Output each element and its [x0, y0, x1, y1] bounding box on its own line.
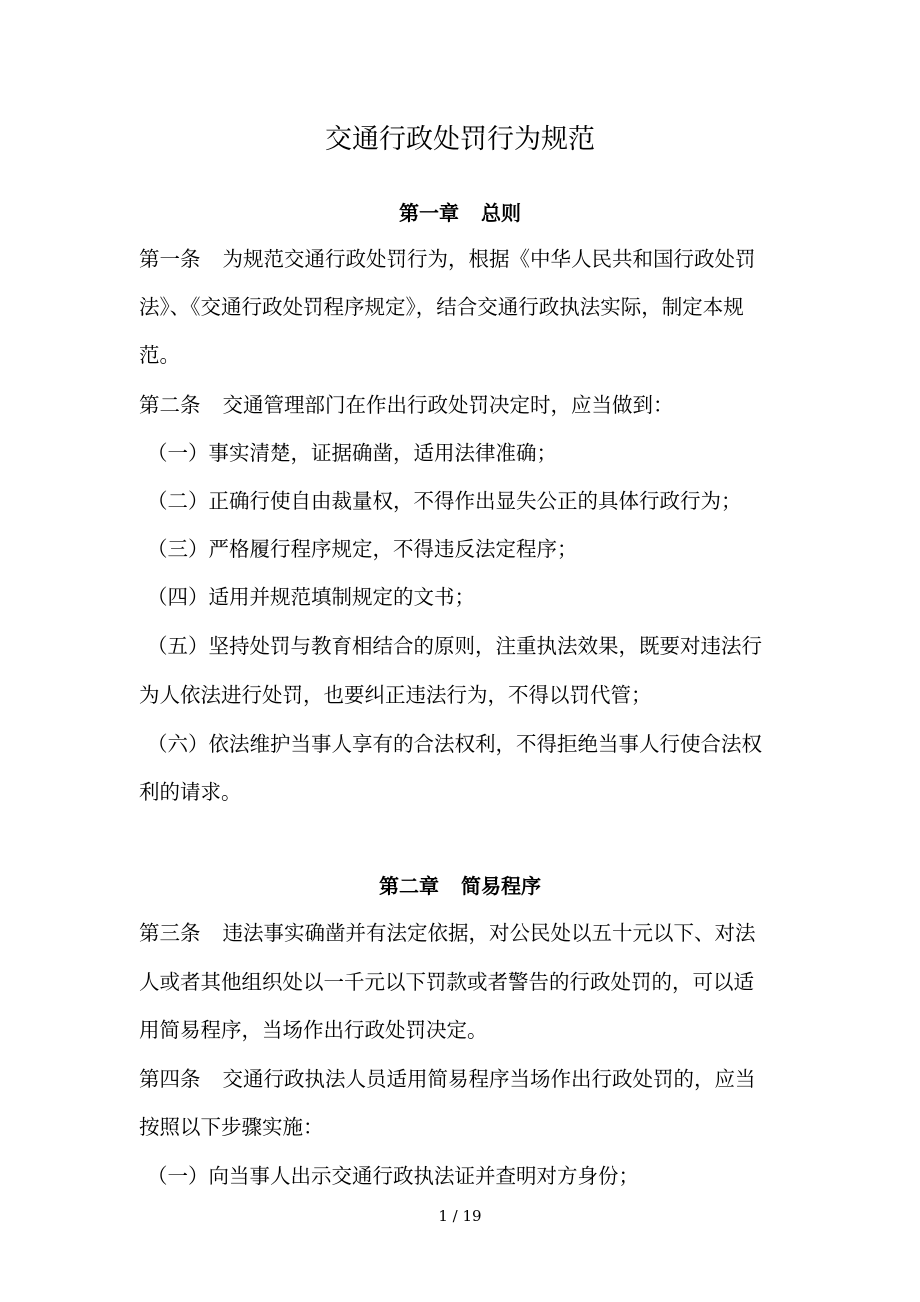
list-item: （三）严格履行程序规定，不得违反法定程序；	[147, 537, 578, 561]
article-text: 违法事实确凿并有法定依据，对公民处以五十元以下、对法	[222, 921, 756, 945]
list-item: （一）事实清楚，证据确凿，适用法律准确；	[147, 441, 557, 465]
article-line	[139, 244, 756, 274]
article-label: 第一条	[139, 247, 201, 271]
page-indicator: 1 / 19	[438, 1207, 482, 1225]
chapter-number: 第一章	[399, 201, 459, 225]
article-label: 第二条	[139, 393, 201, 417]
list-item-continuation: 利的请求。	[139, 780, 242, 804]
chapter-name: 简易程序	[461, 874, 541, 898]
article-label: 第三条	[139, 921, 201, 945]
article-line: 范。	[139, 343, 180, 367]
chapter-heading-2	[0, 871, 920, 901]
list-item: （二）正确行使自由裁量权，不得作出显失公正的具体行政行为；	[147, 489, 742, 513]
article-line	[139, 390, 674, 420]
article-text: 为规范交通行政处罚行为，根据《中华人民共和国行政处罚	[222, 247, 756, 271]
document-title: 交通行政处罚行为规范	[325, 124, 595, 155]
chapter-name: 总则	[481, 201, 521, 225]
article-label: 第四条	[139, 1067, 201, 1091]
list-item-continuation: 为人依法进行处罚，也要纠正违法行为，不得以罚代管；	[139, 683, 652, 707]
article-text: 交通行政执法人员适用简易程序当场作出行政处罚的，应当	[222, 1067, 756, 1091]
list-item: （六）依法维护当事人享有的合法权利，不得拒绝当事人行使合法权	[147, 732, 762, 756]
article-line: 用简易程序，当场作出行政处罚决定。	[139, 1018, 488, 1042]
article-line	[139, 918, 756, 948]
chapter-heading-1	[0, 198, 920, 228]
chapter-number: 第二章	[379, 874, 439, 898]
list-item: （五）坚持处罚与教育相结合的原则，注重执法效果，既要对违法行	[147, 634, 762, 658]
list-item: （四）适用并规范填制规定的文书；	[147, 585, 475, 609]
article-line	[139, 1064, 756, 1094]
article-line: 法》、《交通行政处罚程序规定》，结合交通行政执法实际，制定本规	[139, 295, 744, 319]
article-line: 按照以下步骤实施：	[139, 1115, 324, 1139]
article-text: 交通管理部门在作出行政处罚决定时，应当做到：	[222, 393, 674, 417]
list-item: （一）向当事人出示交通行政执法证并查明对方身份；	[147, 1164, 639, 1188]
article-line: 人或者其他组织处以一千元以下罚款或者警告的行政处罚的，可以适	[139, 970, 754, 994]
